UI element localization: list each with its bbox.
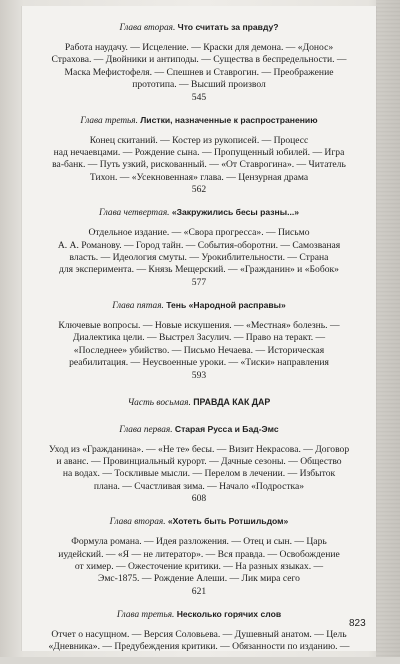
summary-line: Отчет о насущном. — Версия Соловьева. — Душевный анатом. — Цель	[51, 628, 347, 640]
summary-line: иудейский. — «Я — не литератор». — Вся правда. — Освобождение	[58, 548, 340, 560]
summary-line: плана. — Счастливая зима. — Начало «Подростка»	[93, 480, 305, 492]
toc-entry	[32, 423, 366, 506]
part-label: Часть восьмая.	[127, 397, 191, 408]
chapter-summary	[32, 629, 366, 654]
chapter-summary	[32, 320, 366, 370]
chapter-summary	[32, 135, 366, 185]
page-number: 608	[191, 493, 207, 505]
chapter-number: Глава первая.	[119, 424, 173, 435]
table-of-contents	[32, 21, 366, 664]
chapter-number: Глава вторая.	[109, 517, 166, 528]
chapter-heading	[32, 114, 366, 127]
chapter-summary	[32, 536, 366, 586]
summary-line: Маска Мефистофеля. — Спешнев и Ставрогин. — Преображение	[64, 66, 334, 78]
toc-entry	[32, 608, 366, 654]
chapter-summary	[32, 444, 366, 494]
chapter-heading	[32, 608, 366, 621]
page-number: 577	[191, 276, 207, 288]
summary-line: Тихон. — «Усекновенная» глава. — Цензурная драма	[89, 171, 309, 183]
summary-line: Уход из «Гражданина». — «Не те» бесы. — Визит Некрасова. — Договор	[48, 443, 350, 455]
chapter-number: Глава пятая.	[112, 300, 164, 311]
chapter-number: Глава третья.	[116, 609, 175, 620]
chapter-number: Глава четвертая.	[98, 208, 170, 219]
summary-line: Страхова. — Двойники и антиподы. — Существа в беспредельности. —	[51, 54, 347, 66]
toc-entry	[32, 21, 366, 104]
chapter-title: Старая Русса и Бад-Эмс	[174, 423, 279, 434]
summary-line: над нечаевцами. — Рождение сына. — Пропущенный юбилей. — Игра	[53, 147, 345, 159]
part-title: ПРАВДА КАК ДАР	[193, 396, 271, 407]
chapter-title: Что считать за правду?	[177, 22, 279, 32]
chapter-title: Несколько горячих слов	[176, 608, 282, 619]
chapter-heading	[32, 206, 366, 219]
summary-line: Формула романа. — Идея разложения. — Отец и сын. — Царь	[71, 536, 327, 548]
chapter-title: «Хотеть быть Ротшильдом»	[167, 516, 289, 527]
summary-line: Ключевые вопросы. — Новые искушения. — «Местная» болезнь. —	[58, 319, 340, 331]
chapter-number: Глава третья.	[80, 115, 138, 126]
toc-entry	[32, 114, 366, 197]
summary-line: власть. — Идеология смуты. — Урокиблительности. — Страна	[69, 252, 329, 264]
folio-page-number: 823	[349, 618, 366, 629]
summary-line: для эксперимента. — Князь Мещерский. — «Гражданин» и «Бобок»	[59, 264, 339, 276]
summary-line: Диалектика цели. — Выстрел Засулич. — Право на теракт. —	[72, 332, 326, 344]
part-heading	[32, 396, 366, 409]
toc-entry	[32, 206, 366, 289]
page-number: 593	[191, 369, 207, 381]
summary-line: Конец скитаний. — Костер из рукописей. — Процесс	[89, 134, 309, 146]
chapter-heading	[32, 515, 366, 528]
page-number: 545	[191, 91, 207, 103]
summary-line: и аванс. — Провинциальный курорт. — Дачные сезоны. — Общество	[56, 455, 342, 467]
book-page	[22, 6, 376, 651]
chapter-summary	[32, 42, 366, 92]
page-stack-edge	[376, 0, 400, 657]
chapter-heading	[32, 299, 366, 312]
summary-line: Отдельное издание. — «Свора прогресса». — Письмо	[88, 227, 310, 239]
summary-line: на водах. — Тоскливые мысли. — Перелом в лечении. — Избыток	[62, 468, 336, 480]
summary-line: ва-банк. — Путь узкий, рискованный. — «От Ставрогина». — Читатель	[52, 159, 346, 171]
summary-line: «Дневника». — Предубеждения критики. — Обязанности по изданию. —	[48, 641, 350, 653]
summary-line: А. А. Романову. — Город тайн. — События-оборотни. — Самозваная	[57, 239, 341, 251]
chapter-title: «Закружились бесы разны...»	[171, 207, 300, 218]
summary-line: от химер. — Ожесточение критики. — На разных языках. —	[74, 560, 324, 572]
page-number: 621	[191, 585, 207, 597]
chapter-heading	[32, 423, 366, 436]
chapter-summary	[32, 227, 366, 277]
summary-line: «Последнее» убийство. — Письмо Нечаева. — Историческая	[73, 344, 325, 356]
summary-line: прототипа. — Высший произвол	[132, 79, 266, 91]
toc-entry	[32, 299, 366, 382]
summary-line: Эмс-1875. — Рождение Алеши. — Лик мира сего	[98, 573, 300, 585]
toc-entry	[32, 515, 366, 598]
chapter-number: Глава вторая.	[119, 23, 176, 33]
page-number: 562	[191, 184, 207, 196]
chapter-title: Тень «Народной расправы»	[166, 299, 286, 310]
summary-line: Работа наудачу. — Исцеление. — Краски для демона. — «Донос»	[64, 42, 334, 53]
chapter-heading	[32, 21, 366, 34]
chapter-title: Листки, назначенные к распространению	[140, 114, 318, 125]
summary-line: реабилитация. — Неусвоенные уроки. — «Тиски» направления	[69, 357, 329, 369]
